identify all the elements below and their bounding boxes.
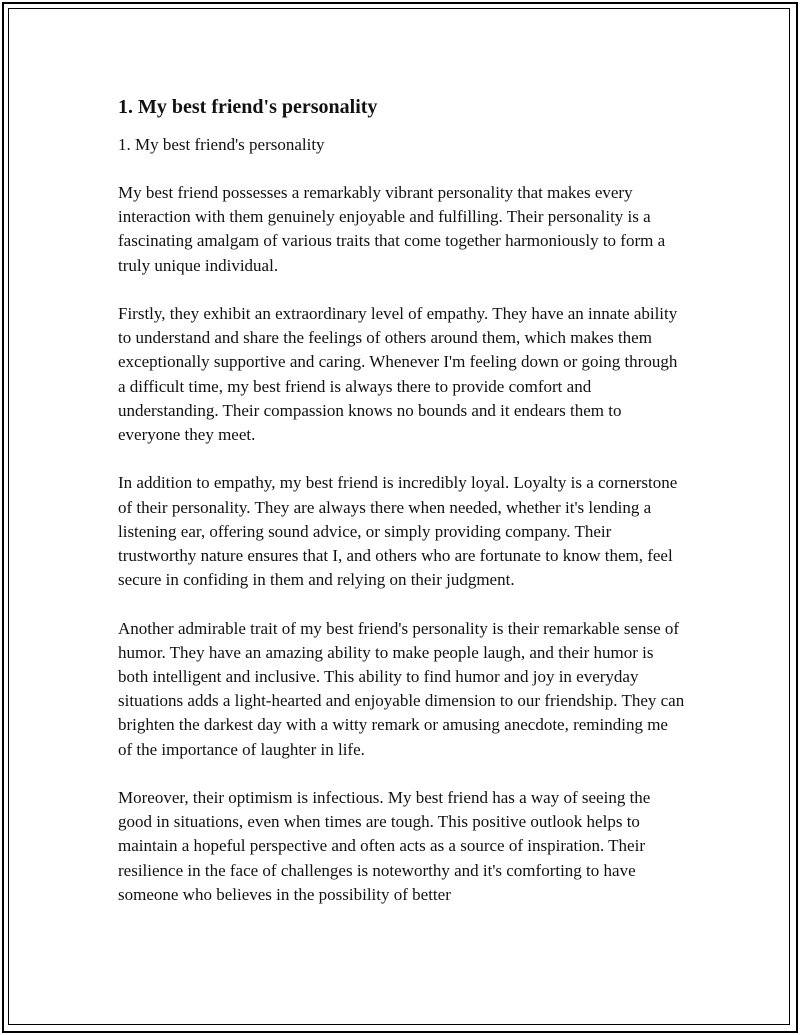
- document-body: [118, 94, 686, 931]
- document-subheading: 1. My best friend's personality: [118, 135, 325, 154]
- paragraph-optimism: Moreover, their optimism is infectious. My best friend has a way of seeing the good in situations, even when times are tough. This positive outlook helps to maintain a hopeful perspective and often acts as a source of inspiration. Their resilience in the face of challenges is noteworthy and it's comforting to have someone who believes in the possibility of better: [118, 788, 651, 904]
- document-heading: 1. My best friend's personality: [118, 96, 378, 118]
- paragraph-loyalty: In addition to empathy, my best friend is incredibly loyal. Loyalty is a cornerstone of their personality. They are always there when needed, whether it's lending a listening ear, offering sound advice, or simply providing company. Their trustworthy nature ensures that I, and others who are fortunate to know them, feel secure in confiding in them and relying on their judgment.: [118, 473, 678, 590]
- paragraph-empathy: Firstly, they exhibit an extraordinary level of empathy. They have an innate ability to understand and share the feelings of others around them, which makes them exceptionally supportive and caring. Whenever I'm feeling down or going through a difficult time, my best friend is always there to provide comfort and understanding. Their compassion knows no bounds and it endears them to everyone they meet.: [118, 304, 678, 445]
- paragraph-humor: Another admirable trait of my best friend's personality is their remarkable sense of humor. They have an amazing ability to make people laugh, and their humor is both intelligent and inclusive. This ability to find humor and joy in everyday situations adds a light-hearted and enjoyable dimension to our friendship. They can brighten the darkest day with a witty remark or amusing anecdote, reminding me of the importance of laughter in life.: [118, 618, 685, 759]
- paragraph-intro: My best friend possesses a remarkably vibrant personality that makes every interaction with them genuinely enjoyable and fulfilling. Their personality is a fascinating amalgam of various traits that come together harmoniously to form a truly unique individual.: [118, 183, 666, 275]
